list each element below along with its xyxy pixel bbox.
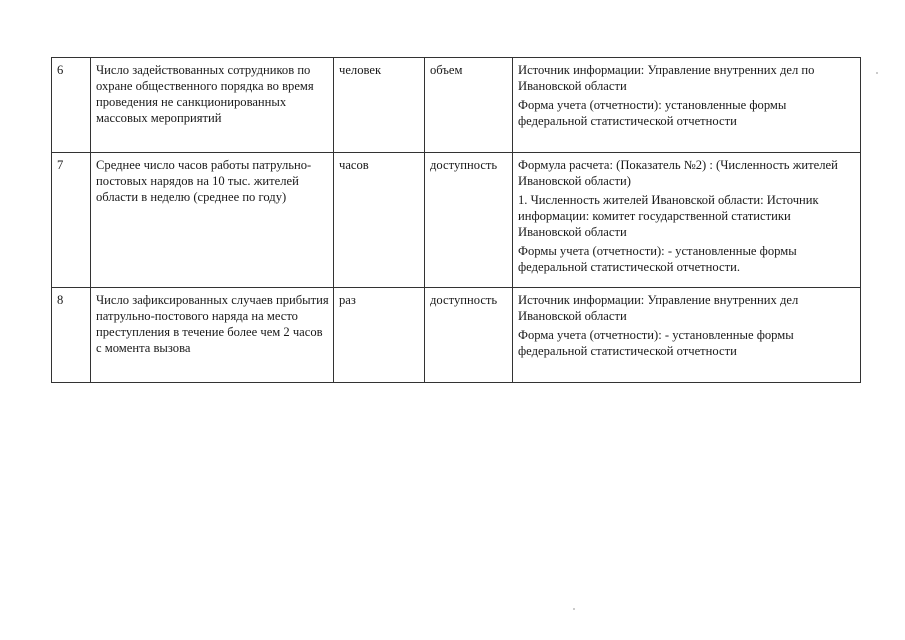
source-line: Источник информации: Управление внутренних дел по Ивановской области xyxy=(518,63,815,93)
source-line: Форма учета (отчетности): установленные формы федеральной статистической отчетности xyxy=(518,98,787,128)
indicator-name: Число задействованных сотрудников по охране общественного порядка во время проведения не санкционированных массовых мероприятий xyxy=(91,58,334,153)
unit-cell: человек xyxy=(334,58,425,153)
indicator-type: объем xyxy=(425,58,513,153)
source-cell xyxy=(513,153,861,288)
row-number: 6 xyxy=(52,58,91,153)
table-row xyxy=(52,58,861,153)
indicator-name: Среднее число часов работы патрульно-постовых нарядов на 10 тыс. жителей области в неделю (среднее по году) xyxy=(91,153,334,288)
source-line: 1. Численность жителей Ивановской области: Источник информации: комитет государственной статистики Ивановской области xyxy=(518,193,819,239)
source-line: Источник информации: Управление внутренних дел Ивановской области xyxy=(518,293,799,323)
indicators-table xyxy=(51,57,861,383)
unit-cell: раз xyxy=(334,288,425,383)
table-row xyxy=(52,153,861,288)
unit-cell: часов xyxy=(334,153,425,288)
table-row xyxy=(52,288,861,383)
source-line: Формы учета (отчетности): - установленные формы федеральной статистической отчетности. xyxy=(518,244,797,274)
indicator-name: Число зафиксированных случаев прибытия патрульно-постового наряда на место преступления в течение более чем 2 часов с момента вызова xyxy=(91,288,334,383)
source-cell xyxy=(513,58,861,153)
source-line: Форма учета (отчетности): - установленные формы федеральной статистической отчетности xyxy=(518,328,794,358)
source-line: Формула расчета: (Показатель №2) : (Численность жителей Ивановской области) xyxy=(518,158,838,188)
indicator-type: доступность xyxy=(425,153,513,288)
scan-speck xyxy=(573,608,575,610)
source-cell xyxy=(513,288,861,383)
row-number: 7 xyxy=(52,153,91,288)
scan-speck xyxy=(876,72,878,74)
row-number: 8 xyxy=(52,288,91,383)
indicator-type: доступность xyxy=(425,288,513,383)
